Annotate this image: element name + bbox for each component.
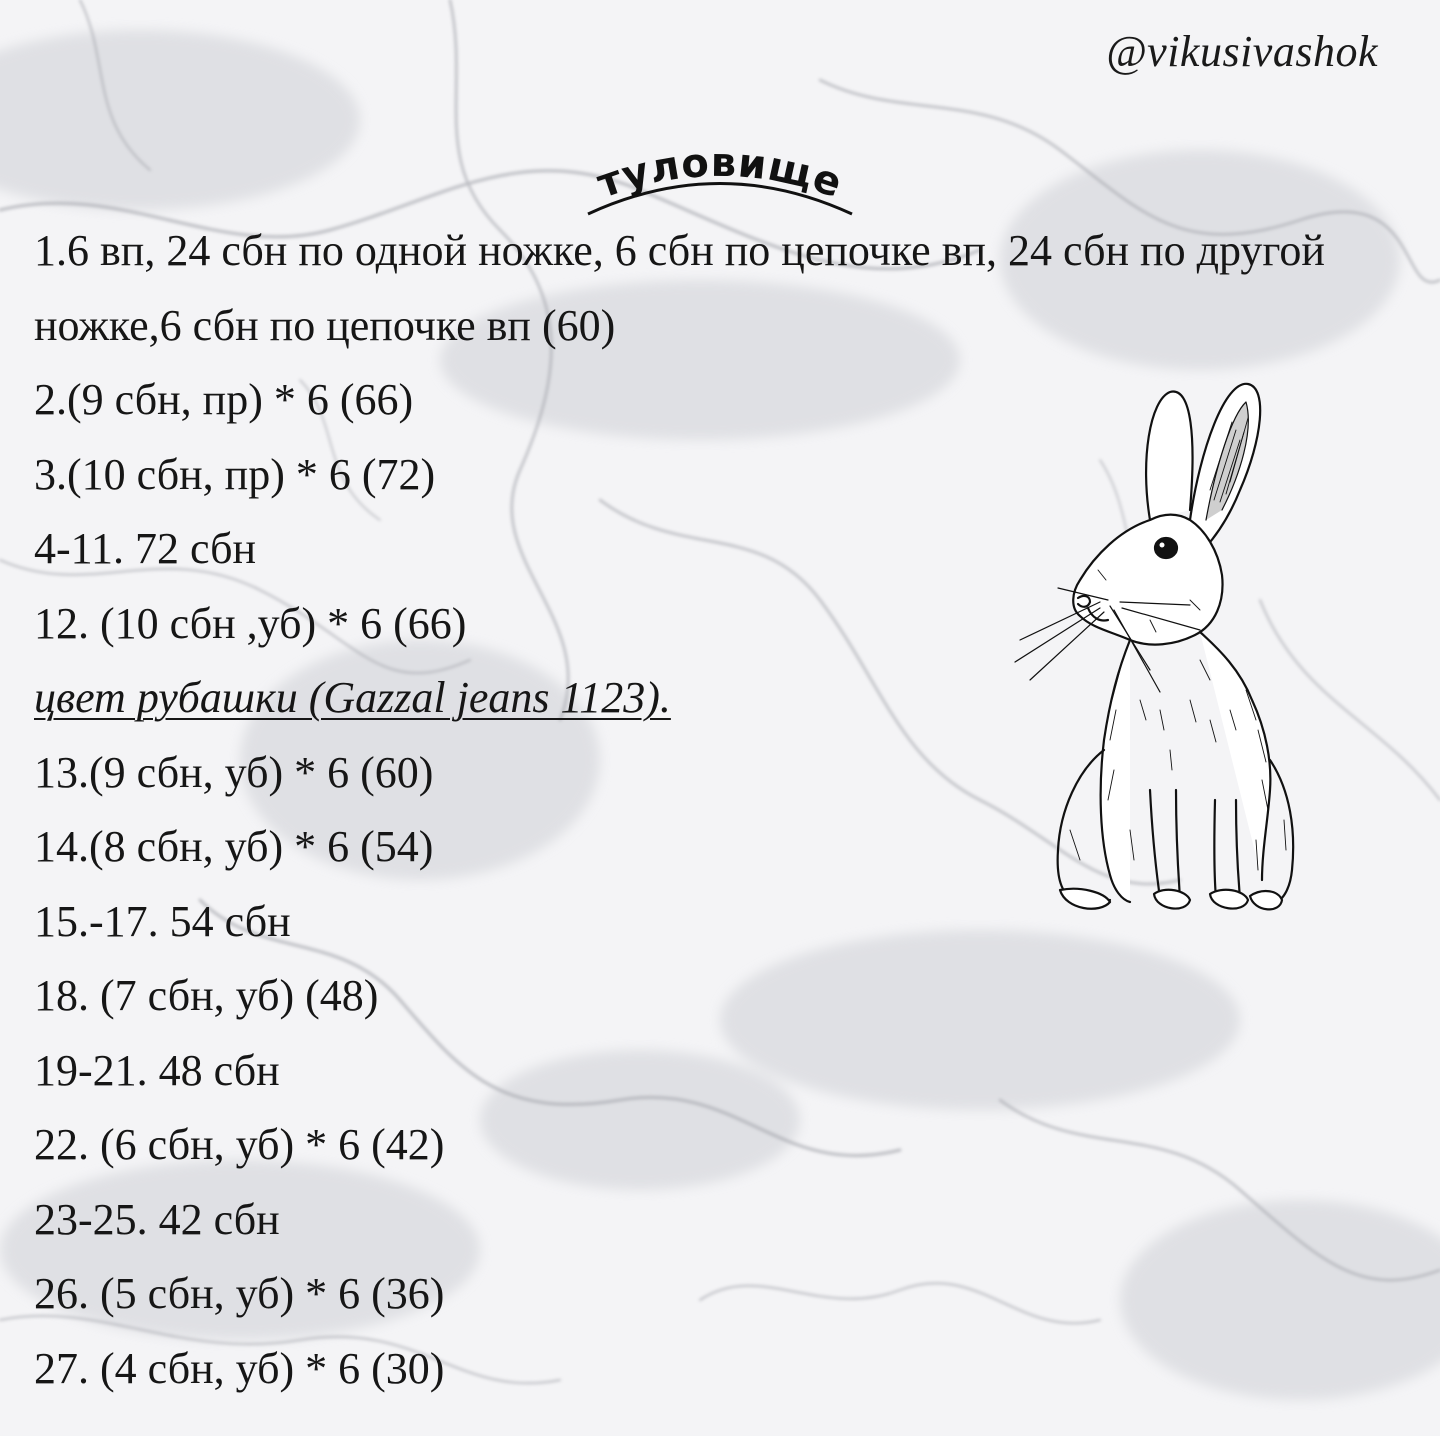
instruction-line: 4-11. 72 сбн (34, 524, 257, 573)
instruction-line: 13.(9 сбн, уб) * 6 (60) (34, 747, 434, 797)
section-title (570, 135, 870, 225)
instruction-line: 14.(8 сбн, уб) * 6 (54) (34, 822, 434, 871)
instruction-line: 18. (7 сбн, уб) (48) (34, 971, 379, 1020)
instruction-line: 15.-17. 54 сбн (34, 896, 291, 946)
instruction-line: 12. (10 сбн ,уб) * 6 (66) (34, 598, 467, 648)
instruction-line: 2.(9 сбн, пр) * 6 (66) (34, 375, 414, 424)
rabbit-icon (1000, 370, 1320, 930)
instruction-line: 19-21. 48 сбн (34, 1045, 280, 1095)
instruction-line: 22. (6 сбн, уб) * 6 (42) (34, 1120, 445, 1169)
instruction-line: 27. (4 сбн, уб) * 6 (30) (34, 1343, 445, 1393)
section-title-text: туловище (591, 139, 849, 208)
instruction-line: 26. (5 сбн, уб) * 6 (36) (34, 1269, 445, 1318)
instruction-line: 1.6 вп, 24 сбн по одной ножке, 6 сбн по цепочке вп, 24 сбн по другой ножке,6 сбн по цепочке вп (60) (34, 226, 1325, 350)
author-handle: @vikusivashok (1106, 27, 1378, 76)
instruction-line: 23-25. 42 сбн (34, 1194, 280, 1244)
color-change-note: цвет рубашки (Gazzal jeans 1123). (34, 673, 671, 722)
instruction-line: 3.(10 сбн, пр) * 6 (72) (34, 449, 436, 499)
